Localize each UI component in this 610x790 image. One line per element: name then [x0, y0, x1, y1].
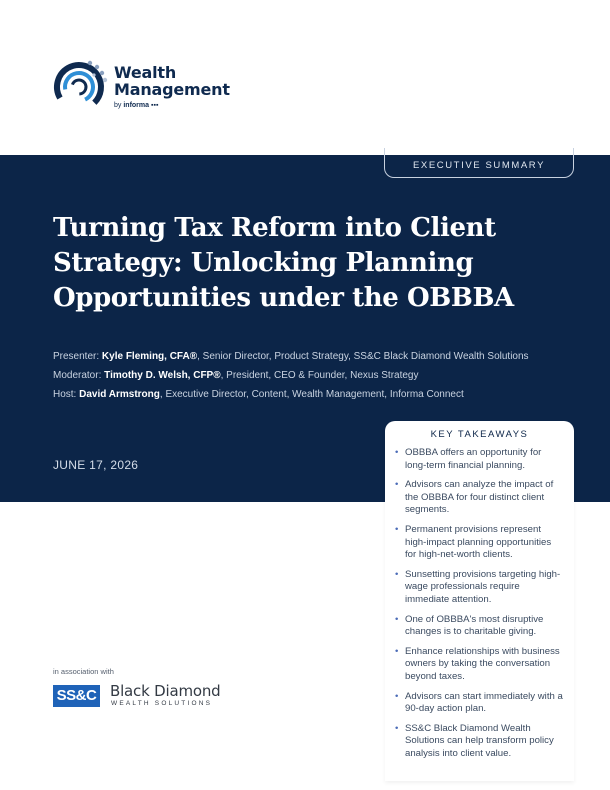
presenter-credit: Presenter: Kyle Fleming, CFA®, Senior Director, Product Strategy, SS&C Black Diamond Wealth Solutions — [53, 351, 529, 362]
moderator-credit: Moderator: Timothy D. Welsh, CFP®, President, CEO & Founder, Nexus Strategy — [53, 370, 419, 381]
executive-summary-badge: EXECUTIVE SUMMARY — [384, 148, 574, 178]
list-item: • Advisors can analyze the impact of the OBBBA for four distinct client segments. — [397, 479, 564, 517]
key-takeaways-title: KEY TAKEAWAYS — [430, 429, 529, 440]
logo-wordmark-line1: Wealth — [114, 63, 177, 82]
list-item: • Sunsetting provisions targeting high-wage professionals require immediate attention. — [397, 569, 564, 607]
list-item: • One of OBBBA's most disruptive changes is to charitable giving. — [397, 614, 564, 639]
event-date: JUNE 17, 2026 — [53, 458, 139, 472]
black-diamond-name: Black Diamond — [110, 682, 221, 700]
logo-wordmark-line2: Management — [114, 80, 230, 99]
list-item: • Enhance relationships with business owners by taking the conversation beyond taxes. — [397, 646, 564, 684]
sponsor-logo — [53, 682, 233, 710]
list-item: • Advisors can start immediately with a 90-day action plan. — [397, 691, 564, 716]
list-item: • OBBBA offers an opportunity for long-term financial planning. — [397, 447, 564, 472]
page-title: Turning Tax Reform into Client Strategy: Unlocking Planning Opportunities under the OBBBA — [53, 213, 514, 313]
key-takeaways-list — [385, 447, 574, 760]
logo-ring-icon — [52, 58, 108, 114]
list-item: • Permanent provisions represent high-impact planning opportunities for high-net-worth clients. — [397, 524, 564, 562]
list-item: • SS&C Black Diamond Wealth Solutions can help transform policy analysis into client value. — [397, 723, 564, 761]
black-diamond-subtitle: WEALTH SOLUTIONS — [111, 700, 213, 707]
speaker-credits — [53, 347, 529, 404]
logo-byline: by informa ▪▪▪ — [114, 102, 159, 109]
key-takeaways-card — [385, 421, 574, 781]
wealth-management-logo — [52, 58, 242, 118]
association-label: in association with — [53, 667, 114, 676]
ssc-logo-text: SS&C — [56, 687, 97, 704]
host-credit: Host: David Armstrong, Executive Director, Content, Wealth Management, Informa Connect — [53, 389, 464, 400]
